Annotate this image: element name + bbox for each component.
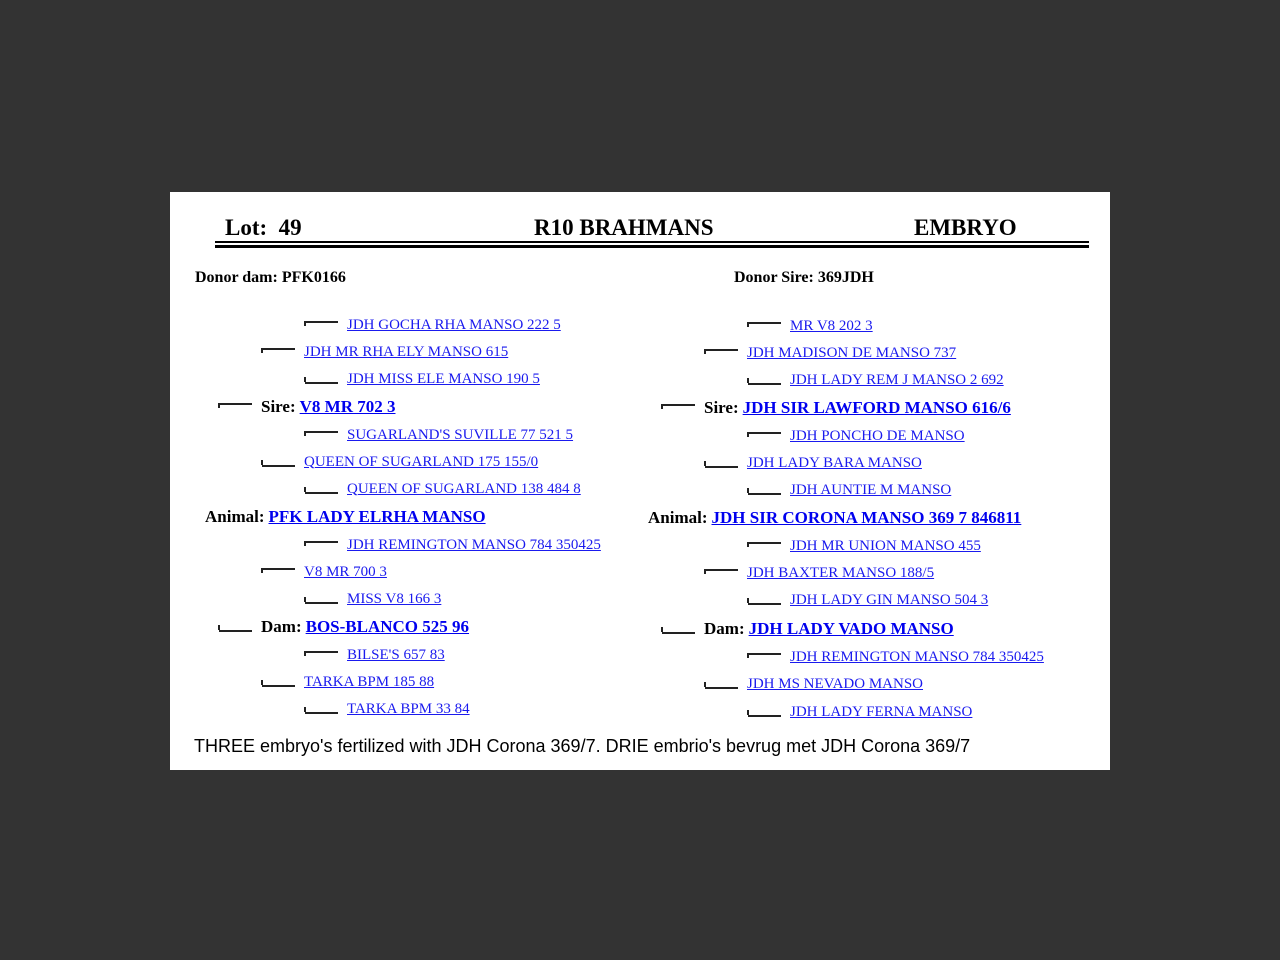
donor-sire-label: Donor Sire: 369JDH	[734, 269, 874, 286]
tree-connector	[261, 455, 295, 469]
ancestor-link[interactable]: JDH AUNTIE M MANSO	[790, 481, 952, 498]
dam-link[interactable]: BOS-BLANCO 525 96	[305, 617, 470, 636]
pedigree-row-dam	[218, 617, 469, 637]
pedigree-row	[747, 426, 965, 446]
ancestor-link[interactable]: JDH LADY FERNA MANSO	[790, 703, 973, 720]
animal-role-label: Animal:	[205, 507, 265, 526]
pedigree-row	[704, 343, 956, 363]
tree-connector	[261, 675, 295, 689]
pedigree-row	[704, 453, 922, 473]
tree-connector	[304, 538, 338, 552]
pedigree-row-sire	[661, 398, 1011, 418]
tree-connector	[304, 428, 338, 442]
animal-link[interactable]: PFK LADY ELRHA MANSO	[268, 507, 486, 526]
pedigree-row	[747, 647, 1044, 667]
ancestor-link[interactable]: JDH MADISON DE MANSO 737	[747, 344, 957, 361]
pedigree-row-sire	[218, 397, 395, 417]
tree-connector	[747, 429, 781, 443]
ancestor-link[interactable]: JDH MS NEVADO MANSO	[747, 675, 924, 692]
ancestor-link[interactable]: JDH GOCHA RHA MANSO 222 5	[347, 316, 561, 333]
header-rule	[215, 241, 1089, 243]
tree-connector	[304, 702, 338, 716]
pedigree-row	[304, 369, 540, 389]
dam-link[interactable]: JDH LADY VADO MANSO	[748, 619, 954, 638]
ancestor-link[interactable]: MR V8 202 3	[790, 317, 873, 334]
tree-connector	[261, 345, 295, 359]
pedigree-row-animal	[205, 507, 486, 527]
sire-role-label: Sire:	[704, 398, 739, 417]
lot-label: Lot:	[225, 215, 268, 240]
tree-connector	[661, 622, 695, 636]
sire-role-label: Sire:	[261, 397, 296, 416]
ancestor-link[interactable]: JDH PONCHO DE MANSO	[790, 427, 965, 444]
tree-connector	[704, 346, 738, 360]
lot-card	[170, 192, 1110, 770]
pedigree-row	[747, 480, 951, 500]
pedigree-row	[304, 645, 445, 665]
header-rule-thick	[215, 245, 1089, 248]
pedigree-row	[304, 699, 470, 719]
ancestor-link[interactable]: JDH LADY GIN MANSO 504 3	[790, 591, 989, 608]
tree-connector	[747, 319, 781, 333]
breeder-name: R10 BRAHMANS	[534, 215, 714, 240]
ancestor-link[interactable]: QUEEN OF SUGARLAND 175 155/0	[304, 453, 539, 470]
tree-connector	[747, 650, 781, 664]
tree-connector	[704, 566, 738, 580]
ancestor-link[interactable]: JDH LADY BARA MANSO	[747, 454, 922, 471]
pedigree-row	[747, 370, 1004, 390]
ancestor-link[interactable]: JDH BAXTER MANSO 188/5	[747, 564, 935, 581]
pedigree-row	[304, 425, 573, 445]
pedigree-row	[261, 562, 387, 582]
tree-connector	[747, 373, 781, 387]
pedigree-row	[747, 590, 988, 610]
lot-heading	[225, 214, 302, 242]
animal-link[interactable]: JDH SIR CORONA MANSO 369 7 846811	[711, 508, 1022, 527]
ancestor-link[interactable]: JDH REMINGTON MANSO 784 350425	[790, 648, 1044, 665]
pedigree-row	[704, 674, 923, 694]
tree-connector	[747, 593, 781, 607]
ancestor-link[interactable]: TARKA BPM 33 84	[347, 700, 470, 717]
pedigree-row	[261, 342, 508, 362]
tree-connector	[261, 565, 295, 579]
ancestor-link[interactable]: SUGARLAND'S SUVILLE 77 521 5	[347, 426, 574, 443]
pedigree-row	[261, 672, 434, 692]
tree-connector	[304, 648, 338, 662]
tree-connector	[747, 483, 781, 497]
tree-connector	[747, 539, 781, 553]
ancestor-link[interactable]: TARKA BPM 185 88	[304, 673, 435, 690]
ancestor-link[interactable]: V8 MR 700 3	[304, 563, 387, 580]
ancestor-link[interactable]: JDH MISS ELE MANSO 190 5	[347, 370, 540, 387]
pedigree-row-dam	[661, 619, 954, 639]
tree-connector	[304, 372, 338, 386]
tree-connector	[661, 401, 695, 415]
tree-connector	[304, 592, 338, 606]
ancestor-link[interactable]: JDH LADY REM J MANSO 2 692	[790, 371, 1004, 388]
animal-role-label: Animal:	[648, 508, 708, 527]
tree-connector	[304, 318, 338, 332]
ancestor-link[interactable]: BILSE'S 657 83	[347, 646, 445, 663]
pedigree-row	[704, 563, 934, 583]
tree-connector	[704, 677, 738, 691]
pedigree-row	[304, 315, 561, 335]
sire-link[interactable]: V8 MR 702 3	[299, 397, 396, 416]
tree-connector	[218, 400, 252, 414]
sire-link[interactable]: JDH SIR LAWFORD MANSO 616/6	[742, 398, 1011, 417]
ancestor-link[interactable]: JDH MR RHA ELY MANSO 615	[304, 343, 509, 360]
pedigree-row	[304, 479, 581, 499]
tree-connector	[218, 620, 252, 634]
lot-number: 49	[278, 215, 302, 240]
donor-dam-label: Donor dam: PFK0166	[195, 269, 346, 286]
ancestor-link[interactable]: JDH REMINGTON MANSO 784 350425	[347, 536, 601, 553]
pedigree-row-animal	[648, 508, 1021, 528]
pedigree-row	[747, 316, 873, 336]
dam-role-label: Dam:	[261, 617, 302, 636]
lot-type: EMBRYO	[914, 215, 1017, 240]
pedigree-row	[304, 589, 441, 609]
dam-role-label: Dam:	[704, 619, 745, 638]
pedigree-row	[747, 536, 981, 556]
tree-connector	[747, 705, 781, 719]
embryo-note: THREE embryo's fertilized with JDH Corona 369/7. DRIE embrio's bevrug met JDH Corona 369/7	[194, 736, 971, 756]
ancestor-link[interactable]: MISS V8 166 3	[347, 590, 442, 607]
tree-connector	[304, 482, 338, 496]
pedigree-row	[304, 535, 601, 555]
pedigree-row	[747, 702, 972, 722]
ancestor-link[interactable]: QUEEN OF SUGARLAND 138 484 8	[347, 480, 581, 497]
tree-connector	[704, 456, 738, 470]
pedigree-row	[261, 452, 538, 472]
ancestor-link[interactable]: JDH MR UNION MANSO 455	[790, 537, 981, 554]
